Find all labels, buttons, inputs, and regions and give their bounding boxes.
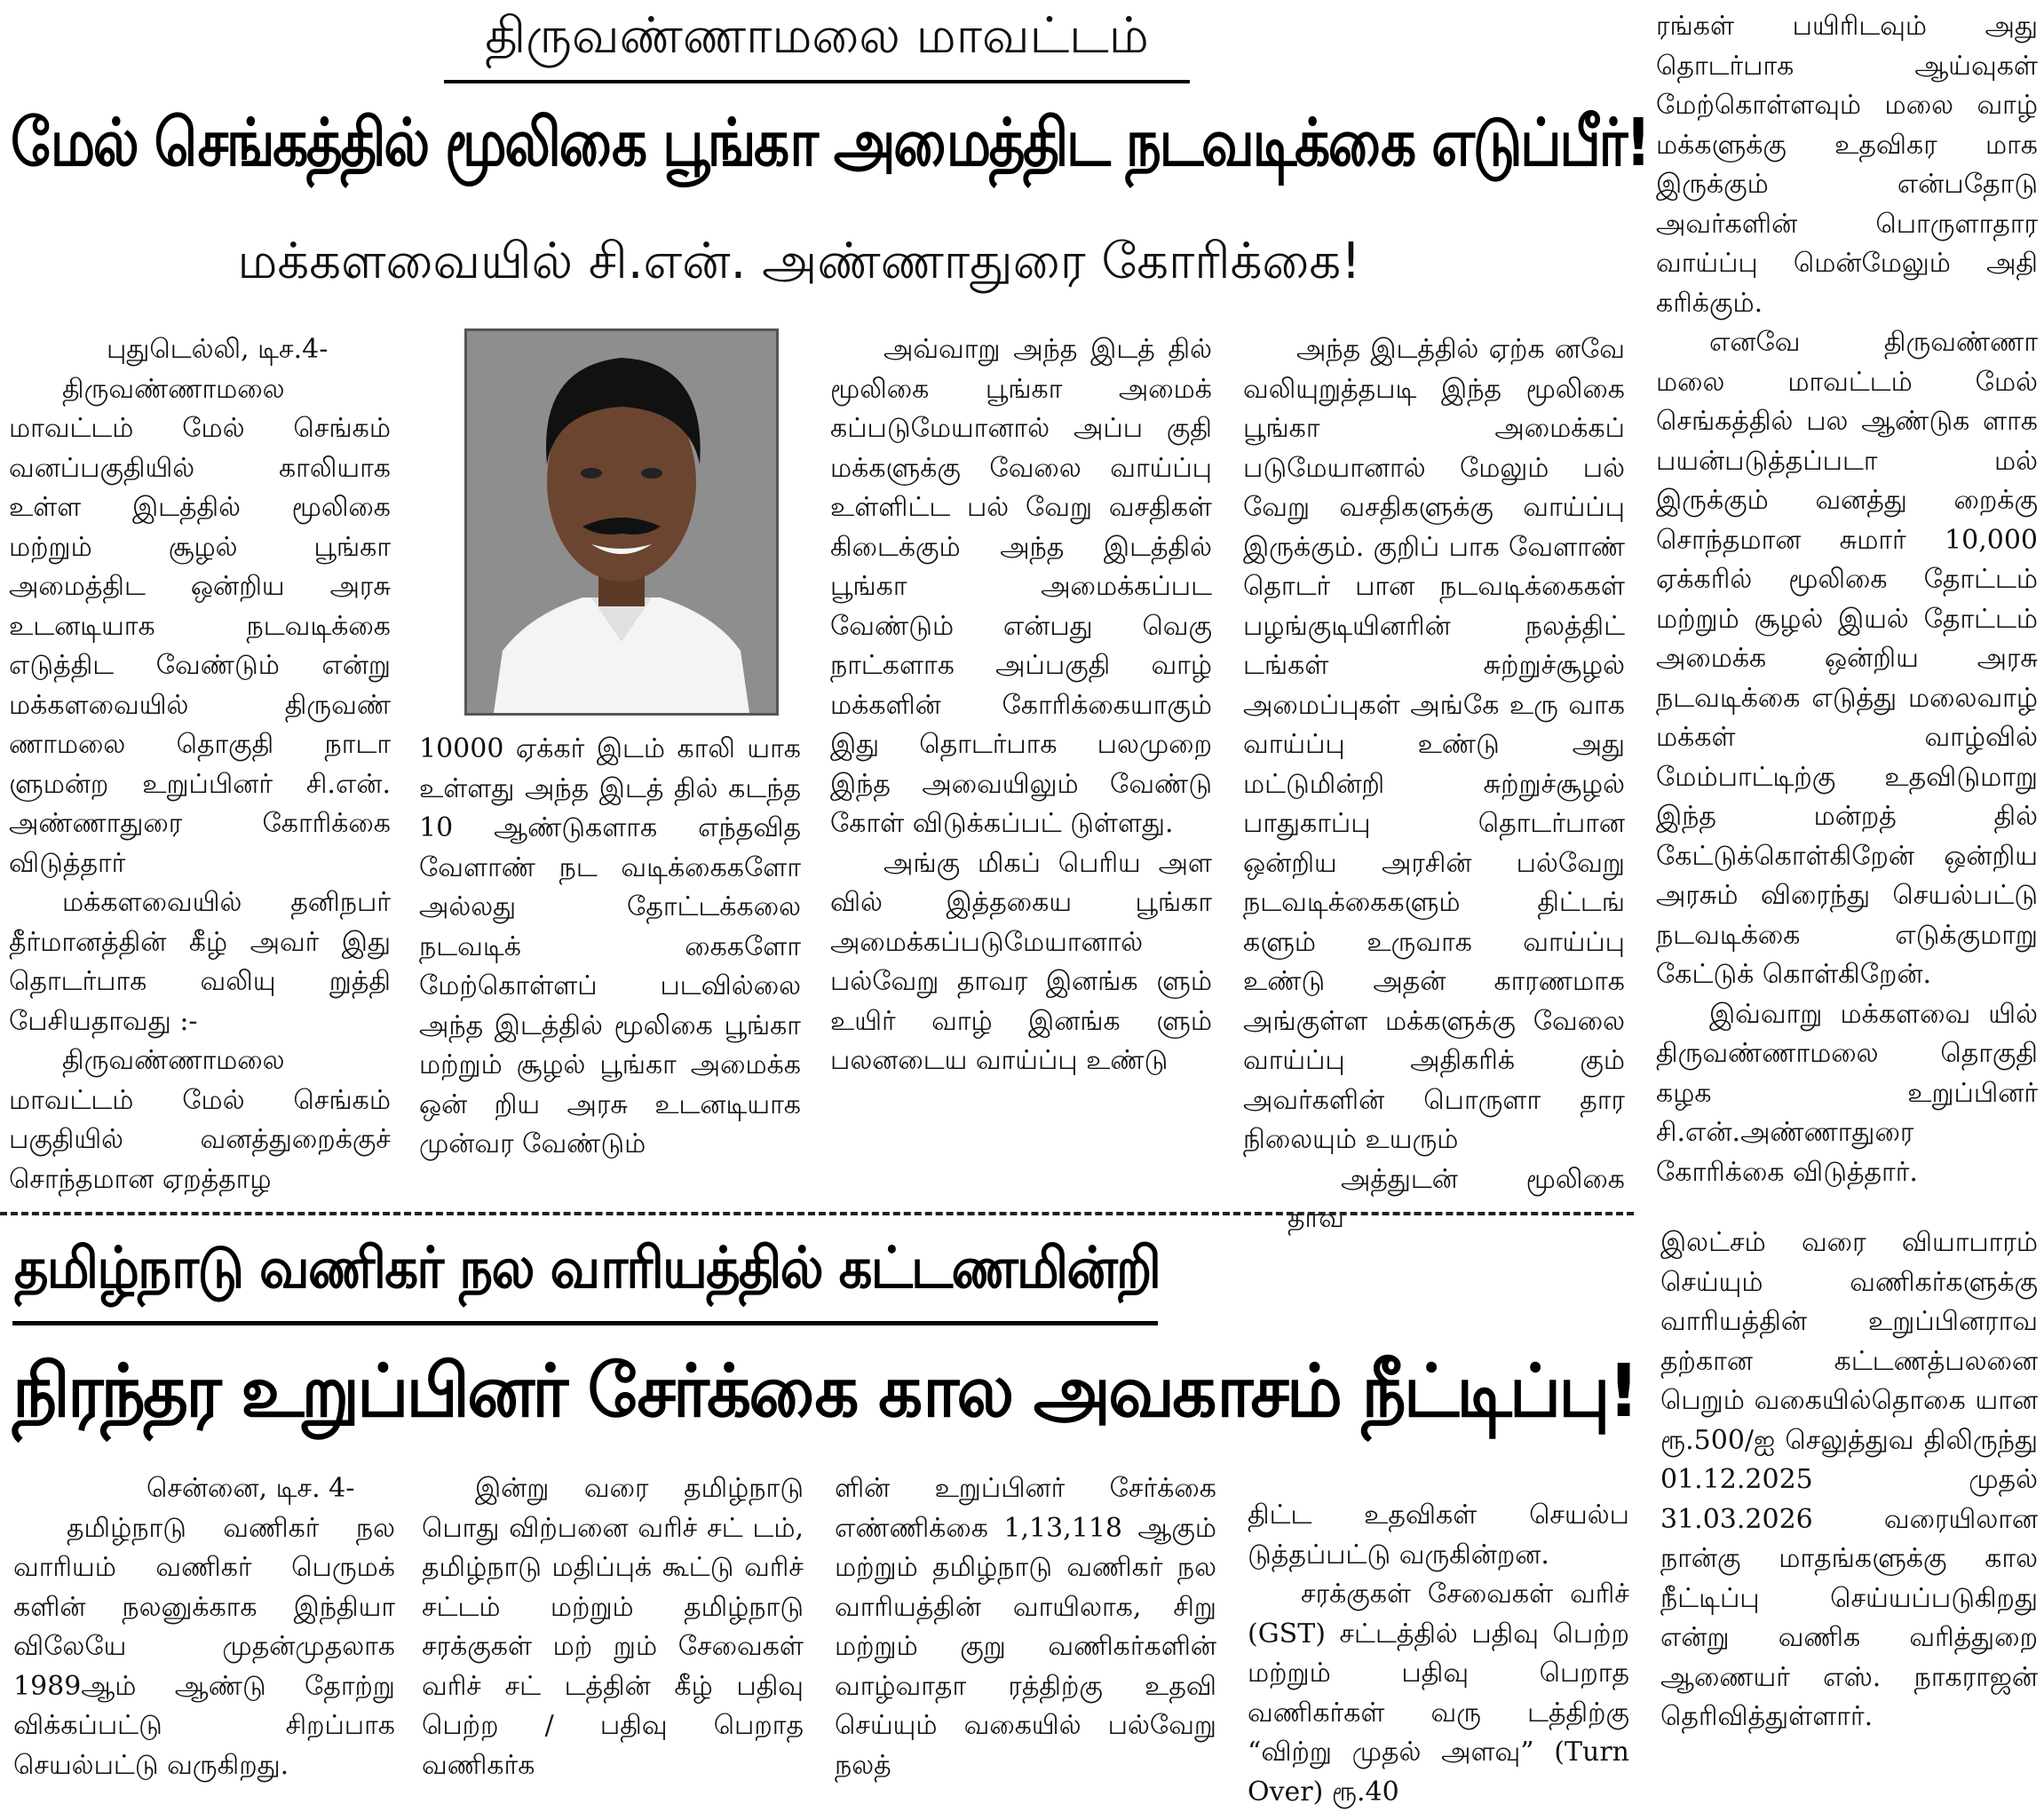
paragraph: இவ்வாறு மக்களவை யில் திருவண்ணாமலை தொகுதி கழக உறுப்பினர் சி.என்.அண்ணாதுரை கோரிக்கை விடுத்தார். [1656, 998, 2038, 1188]
portrait-photo [464, 328, 779, 716]
paragraph: தமிழ்நாடு வணிகர் நல வாரியம் வணிகர் பெருமக் களின் நலனுக்காக இந்தியா விலேயே முதன்முதலாக 1989ஆம் ஆண்டு தோற்று விக்கப்பட்டு சிறப்பாக செயல்பட்டு வருகிறது. [13, 1512, 395, 1781]
article1-column-3 [830, 330, 1212, 1081]
article1-column-5 [1656, 7, 2038, 1192]
article1-column-2 [419, 730, 801, 1165]
dateline: புதுடெல்லி, டிச.4- [107, 334, 329, 365]
article1-column-4 [1243, 330, 1625, 1239]
article2-headline: நிரந்தர உறுப்பினர் சேர்க்கை கால அவகாசம் நீட்டிப்பு! [12, 1349, 1637, 1434]
dateline: சென்னை, டிச. 4- [147, 1473, 355, 1504]
paragraph: ளின் உறுப்பினர் சேர்க்கை எண்ணிக்கை 1,13,118 ஆகும் மற்றும் தமிழ்நாடு வணிகர் நல வாரியத்தின் வாயிலாக, சிறு மற்றும் குறு வணிகர்களின் வாழ்வாதா ரத்திற்கு உதவி செய்யும் வகையில் பல்வேறு நலத் [835, 1473, 1216, 1781]
paragraph: அந்த இடத்தில் ஏற்க னவே வலியுறுத்தபடி இந்த மூலிகை பூங்கா அமைக்கப் படுமேயானால் மேலும் பல் வேறு வசதிகளுக்கு வாய்ப்பு இருக்கும். குறிப் பாக வேளாண் தொடர் பான நடவடிக்கைகள் பழங்குடியினரின் நலத்திட் டங்கள் சுற்றுச்சூழல் அமைப்புகள் அங்கே உரு வாக வாய்ப்பு உண்டு அது மட்டுமின்றி சுற்றுச்சூழல் பாதுகாப்பு தொடர்பான ஒன்றிய அரசின் பல்வேறு நடவடிக்கைகளும் திட்டங் களும் உருவாக வாய்ப்பு உண்டு அதன் காரணமாக அங்குள்ள மக்களுக்கு வேலை வாய்ப்பு அதிகரிக் கும் அவர்களின் பொருளா தார நிலையும் உயரும் [1243, 334, 1625, 1155]
article2-column-5 [1660, 1223, 2038, 1737]
portrait-image [467, 331, 776, 713]
article2-column-4 [1248, 1496, 1629, 1812]
paragraph: அங்கு மிகப் பெரிய அள வில் இத்தகைய பூங்கா அமைக்கப்படுமேயானால் பல்வேறு தாவர இனங்க ளும் உயிர் வாழ் இனங்க ளும் பலனடைய வாய்ப்பு உண்டு [830, 847, 1212, 1076]
paragraph: திருவண்ணாமலை மாவட்டம் மேல் செங்கம் பகுதியில் வனத்துறைக்குச் சொந்தமான ஏறத்தாழ [9, 1045, 391, 1195]
article2-column-1 [13, 1469, 395, 1785]
article1-headline: மேல் செங்கத்தில் மூலிகை பூங்கா அமைத்திட நடவடிக்கை எடுப்பீர்! [11, 105, 1649, 181]
article2-kicker: தமிழ்நாடு வணிகர் நல வாரியத்தில் கட்டணமின்றி [14, 1236, 1161, 1302]
section-divider [0, 1212, 1634, 1215]
article1-kicker: திருவண்ணாமலை மாவட்டம் [485, 7, 1149, 65]
paragraph: சரக்குகள் சேவைகள் வரிச் (GST) சட்டத்தில் பதிவு பெற்ற மற்றும் பதிவு பெறாத வணிகர்கள் வரு டத்திற்கு “விற்று முதல் அளவு” (Turn Over) ரூ.40 [1248, 1579, 1629, 1808]
kicker-underline [444, 80, 1190, 83]
article2-column-3 [835, 1469, 1216, 1785]
paragraph: 10000 ஏக்கர் இடம் காலி யாக உள்ளது அந்த இடத் தில் கடந்த 10 ஆண்டுகளாக எந்தவித வேளாண் நட வடிக்கைகளோ அல்லது தோட்டக்கலை நடவடிக் கைகளோ மேற்கொள்ளப் படவில்லை அந்த இடத்தில் மூலிகை பூங்கா மற்றும் சூழல் பூங்கா அமைக்க ஒன் றிய அரசு உடனடியாக முன்வர வேண்டும் [419, 733, 801, 1159]
article1-column-1 [9, 330, 391, 1199]
paragraph: இலட்சம் வரை வியாபாரம் செய்யும் வணிகர்களுக்கு வாரியத்தின் உறுப்பினராவ தற்கான கட்டணத்பலனை பெறும் வகையில்தொகை யான ரூ.500/ஐ செலுத்துவ திலிருந்து 01.12.2025 முதல் 31.03.2026 வரையிலான நான்கு மாதங்களுக்கு கால நீட்டிப்பு செய்யப்படுகிறது என்று வணிக வரித்துறை ஆணையர் எஸ். நாகராஜன் தெரிவித்துள்ளார். [1660, 1227, 2038, 1732]
paragraph: திருவண்ணாமலை மாவட்டம் மேல் செங்கம் வனப்பகுதியில் காலியாக உள்ள இடத்தில் மூலிகை மற்றும் சூழல் பூங்கா அமைத்திட ஒன்றிய அரசு உடனடியாக நடவடிக்கை எடுத்திட வேண்டும் என்று மக்களவையில் திருவண் ணாமலை தொகுதி நாடா ளுமன்ற உறுப்பினர் சி.என். அண்ணாதுரை கோரிக்கை விடுத்தார் [9, 373, 391, 879]
article1-subhead: மக்களவையில் சி.என். அண்ணாதுரை கோரிக்கை! [237, 233, 1361, 290]
paragraph: அவ்வாறு அந்த இடத் தில் மூலிகை பூங்கா அமைக் கப்படுமேயானால் அப்ப குதி மக்களுக்கு வேலை வாய்ப்பு உள்ளிட்ட பல் வேறு வசதிகள் கிடைக்கும் அந்த இடத்தில் பூங்கா அமைக்கப்பட வேண்டும் என்பது வெகு நாட்களாக அப்பகுதி வாழ் மக்களின் கோரிக்கையாகும் இது தொடர்பாக பலமுறை இந்த அவையிலும் வேண்டு கோள் விடுக்கப்பட் டுள்ளது. [830, 334, 1212, 839]
article2-column-2 [422, 1469, 804, 1785]
kicker-underline [12, 1321, 1158, 1325]
paragraph: மக்களவையில் தனிநபர் தீர்மானத்தின் கீழ் அவர் இது தொடர்பாக வலியு றுத்தி பேசியதாவது :- [9, 887, 391, 1037]
paragraph: ரங்கள் பயிரிடவும் அது தொடர்பாக ஆய்வுகள் மேற்கொள்ளவும் மலை வாழ் மக்களுக்கு உதவிகர மாக இருக்கும் என்பதோடு அவர்களின் பொருளாதார வாய்ப்பு மென்மேலும் அதி கரிக்கும். [1656, 11, 2038, 319]
paragraph: இன்று வரை தமிழ்நாடு பொது விற்பனை வரிச் சட் டம், தமிழ்நாடு மதிப்புக் கூட்டு வரிச் சட்டம் மற்றும் தமிழ்நாடு சரக்குகள் மற் றும் சேவைகள் வரிச் சட் டத்தின் கீழ் பதிவு பெற்ற / பதிவு பெறாத வணிகர்க [422, 1473, 804, 1781]
paragraph: திட்ட உதவிகள் செயல்ப டுத்தப்பட்டு வருகின்றன. [1248, 1499, 1629, 1571]
paragraph: எனவே திருவண்ணா மலை மாவட்டம் மேல் செங்கத்தில் பல ஆண்டுக ளாக பயன்படுத்தப்படா மல் இருக்கும் வனத்து றைக்கு சொந்தமான சுமார் 10,000 ஏக்கரில் மூலிகை தோட்டம் மற்றும் சூழல் இயல் தோட்டம் அமைக்க ஒன்றிய அரசு நடவடிக்கை எடுத்து மலைவாழ் மக்கள் வாழ்வில் மேம்பாட்டிற்கு உதவிடுமாறு இந்த மன்றத் தில் கேட்டுக்கொள்கிறேன் ஒன்றிய அரசும் விரைந்து செயல்பட்டு நடவடிக்கை எடுக்குமாறு கேட்டுக் கொள்கிறேன். [1656, 327, 2038, 990]
paragraph: அத்துடன் மூலிகை தாவ [1287, 1163, 1625, 1234]
